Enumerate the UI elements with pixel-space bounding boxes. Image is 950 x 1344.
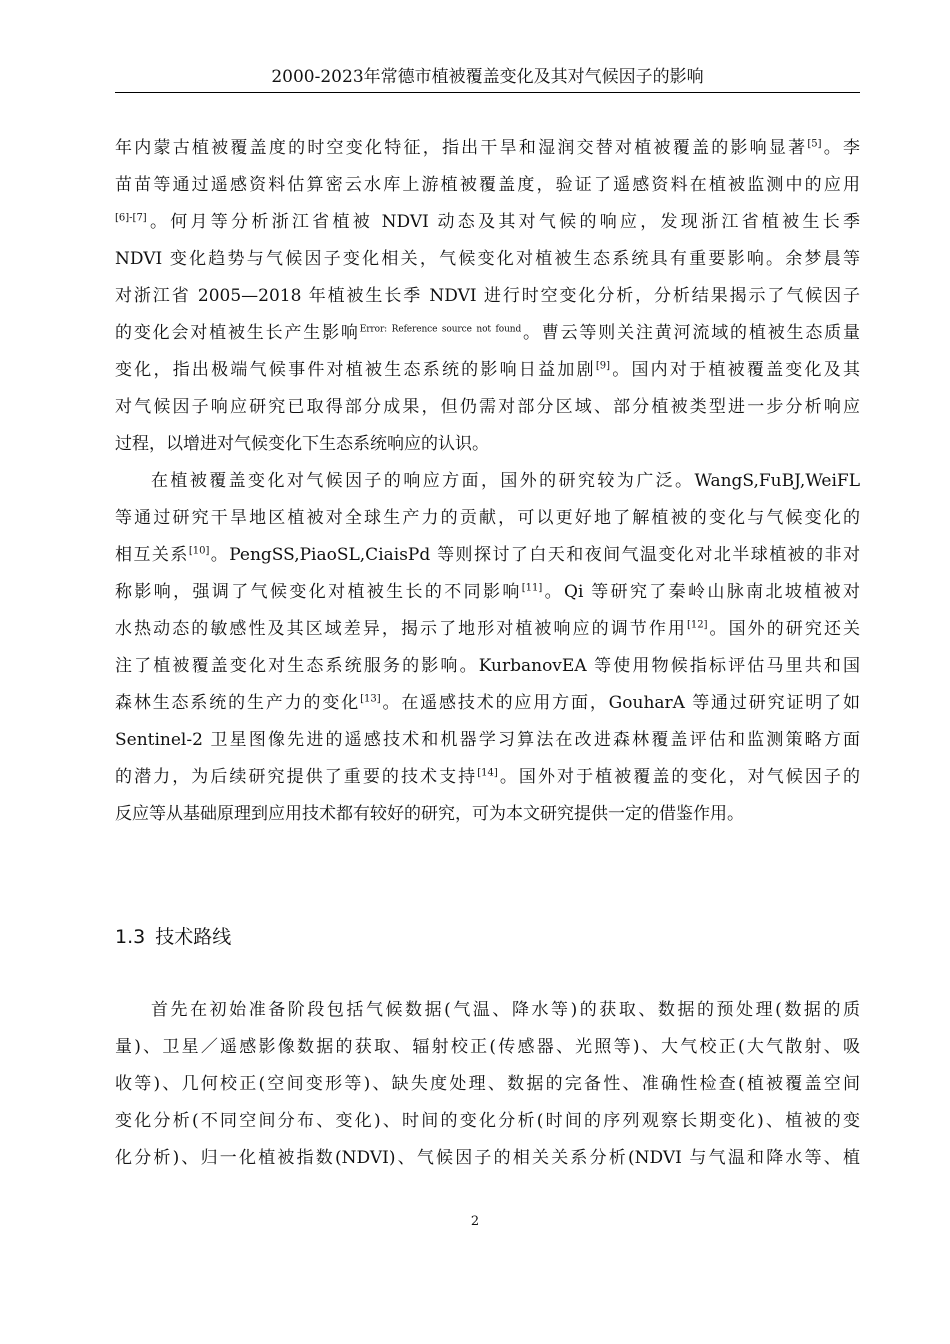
section-heading (115, 922, 231, 952)
citation-ref: [5] (807, 138, 822, 150)
paragraph-domestic-research (115, 130, 860, 463)
text-line (115, 759, 860, 796)
citation-ref: [6]-[7] (115, 212, 147, 224)
text-span: 。在遥感技术的应用方面，GouharA 等通过研究证明了如 (380, 693, 861, 713)
running-header: 2000-2023年常德市植被覆盖变化及其对气候因子的影响 (271, 67, 704, 87)
text-line (115, 611, 860, 648)
section-title: 技术路线 (155, 926, 232, 948)
text-span: 。国内对于植被覆盖变化及其 (609, 360, 861, 380)
text-line: 变化分析(不同空间分布、变化)、时间的变化分析(时间的序列观察长期变化)、植被的变 (115, 1111, 860, 1131)
citation-ref: [11] (521, 582, 543, 594)
text-span: 相互关系 (115, 545, 189, 565)
paragraph-international-research (115, 463, 860, 833)
text-span: 。国外的研究还关 (707, 619, 861, 639)
header-rule (115, 92, 860, 93)
text-line (115, 204, 860, 241)
text-line (115, 537, 860, 574)
text-span: 。Qi 等研究了秦岭山脉南北坡植被对 (542, 582, 861, 602)
text-line: 等通过研究干旱地区植被对全球生产力的贡献，可以更好地了解植被的变化与气候变化的 (115, 508, 860, 528)
text-line: Sentinel-2 卫星图像先进的遥感技术和机器学习算法在改进森林覆盖评估和监测策略方面 (115, 730, 860, 750)
text-span: 。何月等分析浙江省植被 NDVI 动态及其对气候的响应，发现浙江省植被生长季 (146, 212, 860, 232)
text-line: 对气候因子响应研究已取得部分成果，但仍需对部分区域、部分植被类型进一步分析响应 (115, 397, 860, 417)
text-line: 过程，以增进对气候变化下生态系统响应的认识。 (115, 434, 489, 454)
text-line: 注了植被覆盖变化对生态系统服务的影响。KurbanovEA 等使用物候指标评估马里共和国 (115, 656, 860, 676)
text-span: 森林生态系统的生产力的变化 (115, 693, 361, 713)
text-line: 苗苗等通过遥感资料估算密云水库上游植被覆盖度，验证了遥感资料在植被监测中的应用 (115, 175, 860, 195)
text-span: 的变化会对植被生长产生影响 (115, 323, 360, 343)
citation-ref: [10] (188, 545, 210, 557)
text-line (115, 352, 860, 389)
citation-ref: [13] (360, 693, 381, 705)
text-span: 称影响，强调了气候变化对植被生长的不同影响 (115, 582, 522, 602)
text-line (115, 574, 860, 611)
text-span: 。曹云等则关注黄河流域的植被生态质量 (521, 323, 861, 343)
text-span: 变化，指出极端气候事件对植被生态系统的影响日益加剧 (115, 360, 596, 380)
page-number: 2 (470, 1214, 480, 1229)
text-line (115, 685, 860, 722)
text-line: 量)、卫星／遥感影像数据的获取、辐射校正(传感器、光照等)、大气校正(大气散射、吸 (115, 1037, 860, 1057)
section-number: 1.3 (115, 926, 146, 948)
text-line: 在植被覆盖变化对气候因子的响应方面，国外的研究较为广泛。WangS,FuBJ,WeiFL (151, 471, 860, 491)
text-span: 。国外对于植被覆盖的变化，对气候因子的 (497, 767, 860, 787)
citation-ref: [12] (686, 619, 708, 631)
text-line: 反应等从基础原理到应用技术都有较好的研究，可为本文研究提供一定的借鉴作用。 (115, 804, 744, 824)
paragraph-technical-route (115, 992, 860, 1177)
text-line (115, 130, 860, 167)
text-line: 首先在初始准备阶段包括气候数据(气温、降水等)的获取、数据的预处理(数据的质 (151, 1000, 860, 1020)
citation-ref: [14] (477, 767, 498, 779)
text-span: 水热动态的敏感性及其区域差异，揭示了地形对植被响应的调节作用 (115, 619, 687, 639)
text-span: 。PengSS,PiaoSL,CiaisPd 等则探讨了白天和夜间气温变化对北半球植被的非对 (209, 545, 861, 565)
text-span: 。李 (821, 138, 861, 158)
text-line (115, 315, 860, 352)
text-line: NDVI 变化趋势与气候因子变化相关，气候变化对植被生态系统具有重要影响。余梦晨等 (115, 249, 860, 269)
citation-ref: [9] (595, 360, 610, 372)
text-line: 收等)、几何校正(空间变形等)、缺失度处理、数据的完备性、准确性检查(植被覆盖空间 (115, 1074, 860, 1094)
text-span: 年内蒙古植被覆盖度的时空变化特征，指出干旱和湿润交替对植被覆盖的影响显著 (115, 138, 808, 158)
text-line: 化分析)、归一化植被指数(NDVI)、气候因子的相关关系分析(NDVI 与气温和降水等、植 (115, 1148, 860, 1168)
text-span: 的潜力，为后续研究提供了重要的技术支持 (115, 767, 478, 787)
reference-error-note: Error: Reference source not found (359, 324, 522, 335)
text-line: 对浙江省 2005—2018 年植被生长季 NDVI 进行时空变化分析，分析结果揭示了气候因子 (115, 286, 860, 306)
